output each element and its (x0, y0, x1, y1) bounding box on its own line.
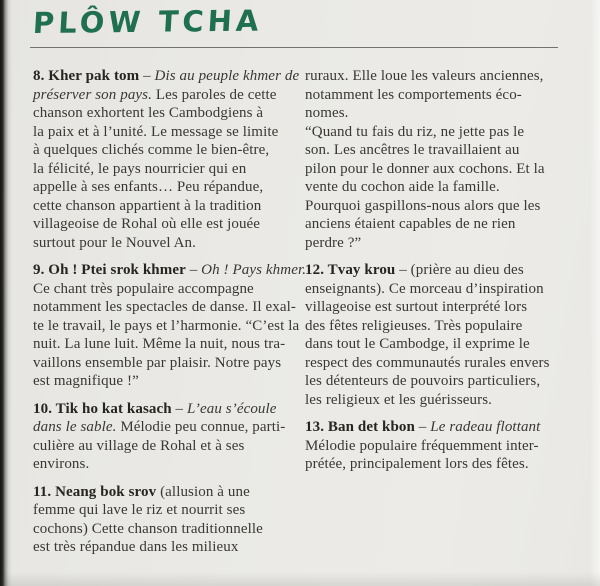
text-line: vente du cochon aide la famille. (305, 179, 500, 195)
text-line: Ce chant très populaire accompagne (33, 280, 254, 297)
text-line: perdre ?” (305, 234, 362, 251)
text-line: est magnifique !” (33, 373, 139, 389)
text-columns (33, 67, 565, 566)
text-line: Pourquoi gaspillons-nous alors que les (305, 197, 541, 214)
text-line: prétée, principalement lors des fêtes. (305, 456, 529, 472)
text-line: 11. Neang bok srov (allusion à une (33, 483, 250, 500)
text-line: villageoise de Rohal où elle est jouée (33, 216, 261, 232)
page-title: PLÔW TCHA (32, 3, 264, 40)
text-line: vaillons ensemble par plaisir. Notre pays (33, 354, 282, 371)
text-line: 10. Tik ho kat kasach – L’eau s’écoule (33, 400, 277, 417)
text-line: culière au village de Rohal et à ses (33, 437, 245, 454)
scan-edge-right (590, 0, 600, 586)
text-line: “Quand tu fais du riz, ne jette pas le (305, 123, 525, 140)
text-column-left (33, 67, 307, 566)
scan-edge-left (0, 0, 12, 586)
paragraph (305, 67, 564, 252)
scan-edge-bottom (0, 572, 600, 586)
text-line: pilon pour le donner aux cochons. Et la (305, 160, 545, 177)
paragraph (305, 418, 564, 474)
text-line: Mélodie populaire fréquemment inter- (305, 437, 539, 454)
text-line: notamment les comportements éco- (305, 86, 522, 103)
text-line: environs. (33, 456, 90, 472)
text-line: dans tout le Cambodge, il exprime le (305, 336, 530, 352)
text-line: 9. Oh ! Ptei srok khmer – Oh ! Pays khmer. (33, 262, 307, 278)
text-line: respect des communautés rurales envers (305, 354, 550, 371)
text-line: notamment les spectacles de danse. Il exal- (33, 299, 296, 315)
text-line: appelle à ses enfants… Peu répandue, (33, 179, 264, 195)
paragraph (33, 67, 300, 252)
text-line: des fêtes religieuses. Très populaire (305, 317, 523, 334)
paragraph (305, 261, 564, 409)
text-line: à quelques clichés comme le bien-être, (33, 142, 270, 158)
text-line: cochons) Cette chanson traditionnelle (33, 520, 263, 537)
text-line: ruraux. Elle loue les valeurs anciennes, (305, 68, 544, 84)
paragraph (33, 261, 307, 391)
text-line: 12. Tvay krou – (prière au dieu des (305, 262, 524, 278)
text-line: la paix et à l’unité. Le message se limite (33, 123, 279, 140)
text-line: les religieux et les guérisseurs. (305, 391, 492, 408)
text-line: 13. Ban det kbon – Le radeau flottant (305, 419, 541, 435)
text-line: 8. Kher pak tom – Dis au peuple khmer de (33, 68, 300, 84)
paragraph (33, 483, 292, 557)
text-line: chanson exhortent les Cambodgiens à (33, 105, 264, 121)
text-line: anciens étaient capables de ne rien (305, 216, 516, 232)
text-line: nomes. (305, 105, 349, 121)
text-line: cette chanson appartient à la tradition (33, 197, 262, 214)
text-line: est très répandue dans les milieux (33, 539, 239, 555)
paragraph (33, 400, 292, 474)
text-line: préserver son pays. Les paroles de cette (33, 86, 277, 103)
text-line: son. Les ancêtres le travaillaient au (305, 142, 520, 158)
text-line: dans le sable. Mélodie peu connue, parti- (33, 419, 286, 435)
text-line: surtout pour le Nouvel An. (33, 234, 197, 251)
text-line: la félicité, le pays nourricier qui en (33, 160, 247, 177)
text-line: enseignants). Ce morceau d’inspiration (305, 280, 544, 297)
text-line: nuit. La lune luit. Même la nuit, nous tra- (33, 336, 286, 352)
title-underline (30, 47, 558, 48)
text-column-right (305, 67, 564, 566)
text-line: les détenteurs de pouvoirs particuliers, (305, 373, 541, 389)
text-line: te le travail, le pays et l’harmonie. “C’est la (33, 317, 300, 334)
text-line: femme qui lave le riz et nourrit ses (33, 502, 246, 518)
text-line: villageoise est surtout interprété lors (305, 299, 528, 315)
